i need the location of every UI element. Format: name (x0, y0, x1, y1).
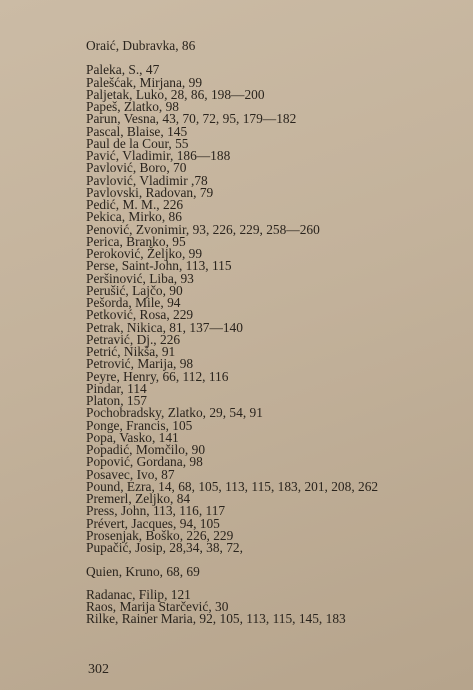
index-entry: Paul de la Cour, 55 (86, 135, 189, 151)
index-entry: Popa, Vasko, 141 (86, 429, 179, 445)
index-entry: Premerl, Zeljko, 84 (86, 491, 191, 506)
index-entry: Petrović, Marija, 98 (86, 356, 194, 372)
index-entry: Prosenjak, Boško, 226, 229 (86, 527, 234, 543)
index-entry: Platon, 157 (86, 393, 148, 408)
index-entry: Pound, Ezra, 14, 68, 105, 113, 115, 183, 201, 208, 262 (86, 478, 379, 494)
index-entry: Papeš, Zlatko, 98 (86, 99, 179, 114)
index-entry: Pavlovski, Radovan, 79 (86, 184, 214, 200)
index-entry: Radanac, Filip, 121 (86, 586, 191, 602)
index-entry: Pavlović, Vladimir ,78 (86, 172, 208, 188)
index-entry: Perušić, Lajčo, 90 (86, 282, 183, 298)
index-entry: Prévert, Jacques, 94, 105 (86, 515, 220, 531)
index-entry: Palešćak, Mirjana, 99 (86, 74, 203, 90)
index-entry: Petrić, Nikša, 91 (86, 344, 176, 359)
index-entry: Quien, Kruno, 68, 69 (86, 564, 200, 580)
index-entry: Perica, Branko, 95 (86, 233, 186, 249)
index-entry: Peyre, Henry, 66, 112, 116 (86, 368, 229, 384)
index-entry: Parun, Vesna, 43, 70, 72, 95, 179—182 (86, 111, 297, 127)
index-entry: Popadić, Momčilo, 90 (86, 442, 206, 457)
index-entry: Pochobradsky, Zlatko, 29, 54, 91 (86, 405, 263, 421)
index-entry: Peroković, Željko, 99 (86, 246, 203, 261)
index-entry: Raos, Marija Starčević, 30 (86, 598, 229, 614)
index-entry: Pindar, 114 (86, 380, 147, 396)
index-entry: Pešorda, Mile, 94 (86, 295, 181, 310)
page-number: 302 (88, 662, 109, 677)
index-entry: Petravić, Dj., 226 (86, 331, 181, 347)
index-entry: Posavec, Ivo, 87 (86, 466, 175, 482)
index-entry: Penović, Zvonimir, 93, 226, 229, 258—260 (86, 221, 320, 237)
index-entry: Pekica, Mirko, 86 (86, 209, 182, 225)
index-entry: Pupačić, Josip, 28,34, 38, 72, (86, 540, 243, 555)
index-entry: Ponge, Francis, 105 (86, 417, 193, 433)
index-entry: Rilke, Rainer Maria, 92, 105, 113, 115, 145, 183 (86, 611, 346, 626)
index-entry: Paljetak, Luko, 28, 86, 198—200 (86, 86, 265, 102)
index-entry: Oraić, Dubravka, 86 (86, 38, 196, 53)
index-column (86, 40, 466, 625)
index-entry: Pavlović, Boro, 70 (86, 160, 187, 176)
index-entry: Pavić, Vladimir, 186—188 (86, 148, 231, 163)
index-entry: Pascal, Blaise, 145 (86, 123, 188, 139)
index-entry: Paleka, S., 47 (86, 62, 160, 78)
index-entry: Popović, Gordana, 98 (86, 454, 203, 470)
index-entry: Perse, Saint-John, 113, 115 (86, 258, 232, 274)
index-entry: Press, John, 113, 116, 117 (86, 503, 226, 519)
index-entry: Petrak, Nikica, 81, 137—140 (86, 319, 243, 335)
index-entry: Pedić, M. M., 226 (86, 197, 184, 212)
index-entry: Petković, Rosa, 229 (86, 307, 194, 323)
index-entry: Peršinović, Liba, 93 (86, 270, 194, 286)
